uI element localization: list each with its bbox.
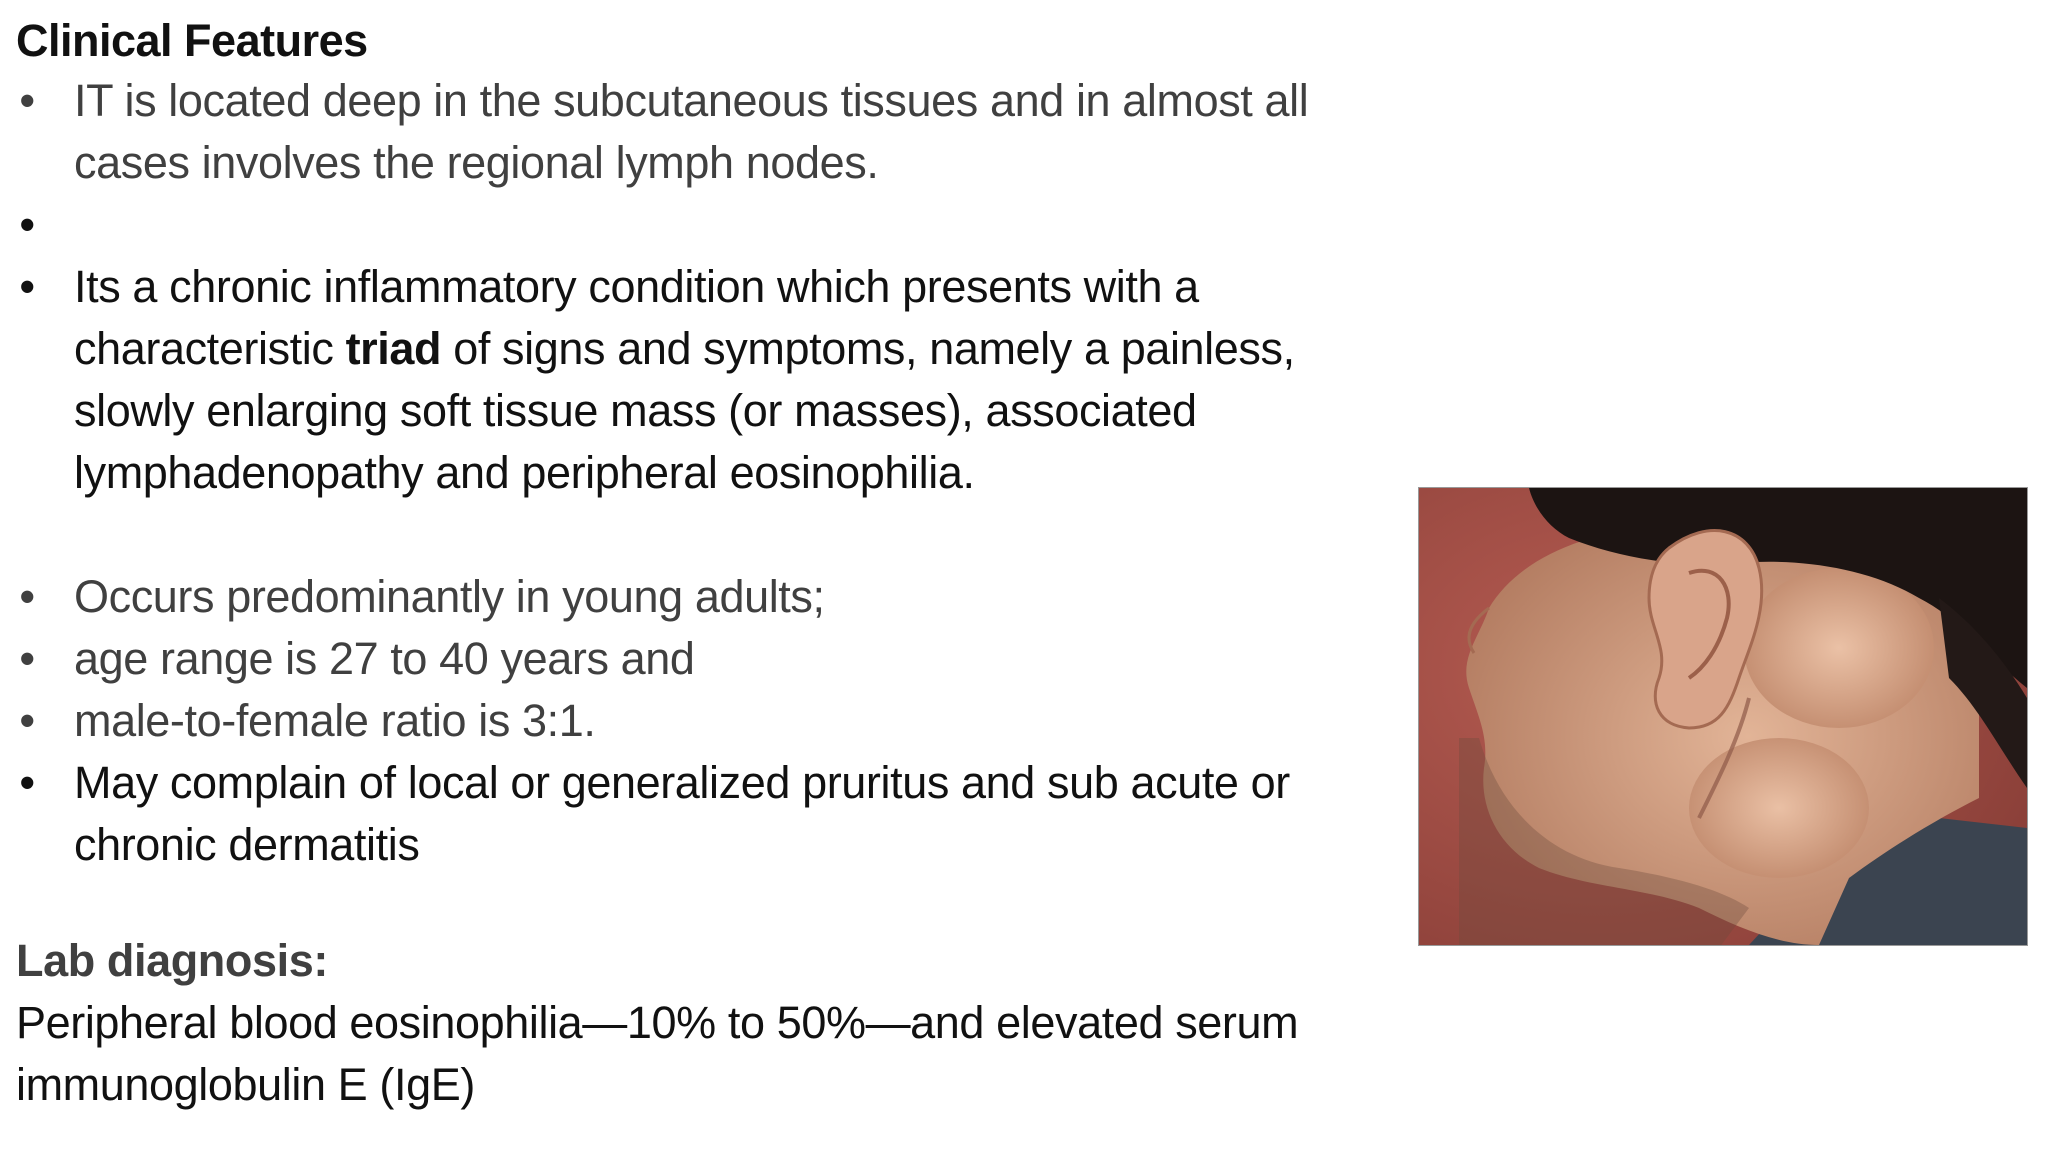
bullet-dot: • — [19, 695, 35, 746]
bullet-text-emphasis: triad — [345, 323, 442, 374]
photo-illustration — [1419, 488, 2027, 945]
slide-heading: Clinical Features — [16, 15, 368, 66]
bullet-text-part: Its a chronic inflammatory condition which presents with a characteristic — [74, 261, 1199, 374]
bullet-item-pruritus — [16, 752, 1396, 876]
bullet-dot: • — [19, 633, 35, 684]
parotid-swelling — [1744, 568, 1934, 728]
bullet-text-part: of signs and symptoms, namely a painless, slowly enlarging soft tissue mass (or masses), associated lymphadenopathy and peripheral eosinophilia. — [74, 323, 1295, 498]
lab-diagnosis-text: Peripheral blood eosinophilia—10% to 50%—and elevated serum immunoglobulin E (IgE) — [16, 997, 1299, 1110]
bullet-item-age-group — [16, 566, 1396, 628]
bullet-item-location — [16, 70, 1396, 194]
bullet-dot: • — [19, 199, 35, 250]
patient-neck-swelling-photo — [1418, 487, 2028, 946]
bullet-text: May complain of local or generalized pruritus and sub acute or chronic dermatitis — [74, 757, 1290, 870]
bullet-text: Occurs predominantly in young adults; — [74, 571, 825, 622]
bullet-dot: • — [19, 75, 35, 126]
bullet-text: age range is 27 to 40 years and — [74, 633, 695, 684]
bullet-list — [16, 70, 1396, 876]
bullet-item-age-range — [16, 628, 1396, 690]
bullet-dot: • — [19, 261, 35, 312]
bullet-spacer — [16, 504, 1396, 566]
bullet-text: IT is located deep in the subcutaneous tissues and in almost all cases involves the regional lymph nodes. — [74, 75, 1309, 188]
bullet-dot: • — [19, 571, 35, 622]
neck-swelling — [1689, 738, 1869, 878]
bullet-item-empty — [16, 194, 1396, 256]
bullet-item-triad — [16, 256, 1396, 504]
lab-diagnosis-heading: Lab diagnosis: — [16, 935, 328, 986]
bullet-text: male-to-female ratio is 3:1. — [74, 695, 596, 746]
bullet-dot: • — [19, 757, 35, 808]
bullet-item-ratio — [16, 690, 1396, 752]
